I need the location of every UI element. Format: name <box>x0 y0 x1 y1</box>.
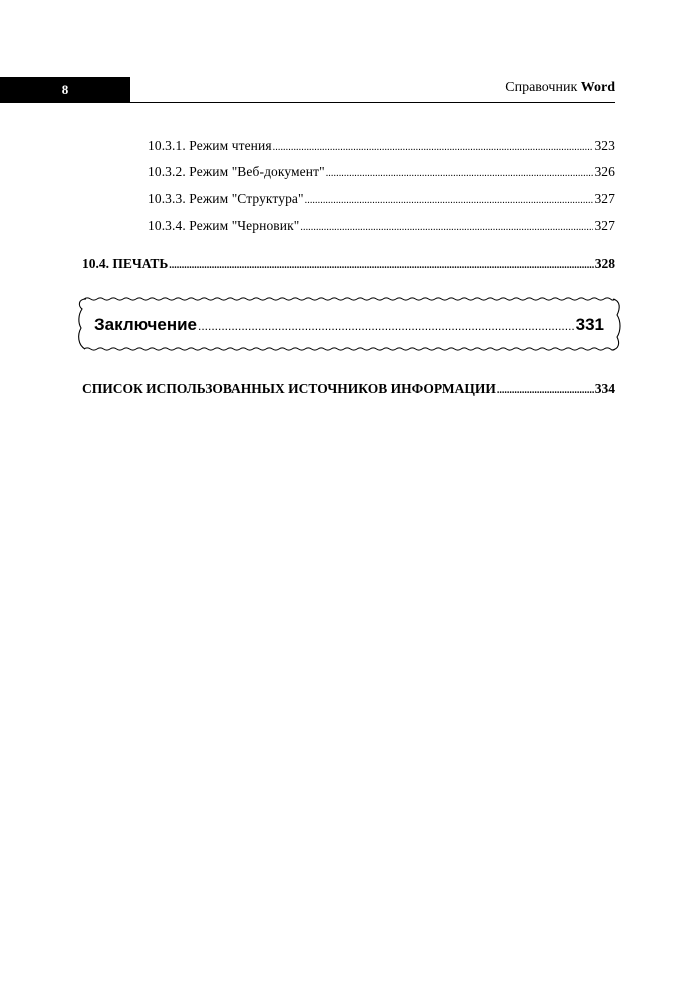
toc-leader-dots <box>497 385 594 396</box>
toc-bibliography-entry[interactable] <box>82 381 615 397</box>
toc-conclusion-page: 331 <box>575 315 604 334</box>
toc-leader-dots <box>305 195 594 206</box>
running-title-bold: Word <box>580 80 615 95</box>
toc-entry-title: 10.3.3. Режим "Структура" <box>148 191 304 206</box>
toc-leader-dots <box>273 142 594 153</box>
toc-entry-page: 327 <box>594 218 615 233</box>
toc-section-title: 10.4. ПЕЧАТЬ <box>82 256 169 271</box>
toc-entry[interactable] <box>148 191 615 207</box>
toc-conclusion-title: Заключение <box>94 315 197 334</box>
toc-entry-page: 323 <box>594 138 615 153</box>
page-number <box>0 77 130 103</box>
toc-entry[interactable] <box>148 218 615 234</box>
running-title <box>505 80 615 96</box>
toc-bibliography-title: СПИСОК ИСПОЛЬЗОВАННЫХ ИСТОЧНИКОВ ИНФОРМАЦИИ <box>82 381 496 396</box>
toc-leader-dots <box>169 260 593 271</box>
toc-entry[interactable] <box>148 164 615 180</box>
toc-entry-title: 10.3.1. Режим чтения <box>148 138 272 153</box>
toc-entry-title: 10.3.2. Режим "Веб-документ" <box>148 164 325 179</box>
toc-entry-page: 327 <box>594 191 615 206</box>
toc-entry[interactable] <box>148 138 615 154</box>
toc-leader-dots <box>198 319 575 333</box>
toc-conclusion-entry[interactable] <box>94 315 604 335</box>
running-title-prefix: Справочник <box>505 80 578 95</box>
page-header <box>0 77 615 103</box>
toc-section-entry[interactable] <box>82 256 615 272</box>
toc-leader-dots <box>300 222 593 233</box>
toc-leader-dots <box>326 168 594 179</box>
page-number-text: 8 <box>61 82 69 97</box>
toc-entry-page: 326 <box>594 164 615 179</box>
toc-section-page: 328 <box>594 256 615 271</box>
toc-entry-title: 10.3.4. Режим "Черновик" <box>148 218 300 233</box>
toc-bibliography-page: 334 <box>594 381 615 396</box>
header-rule <box>130 102 615 103</box>
